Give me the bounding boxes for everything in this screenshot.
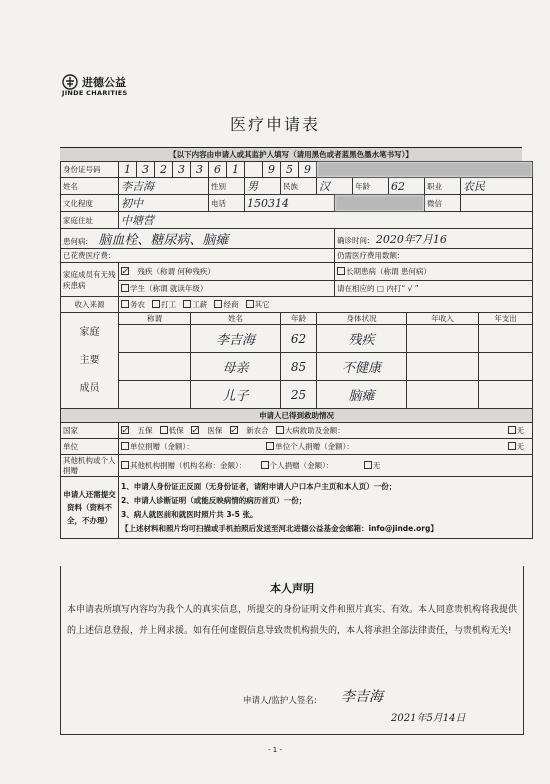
job-value: 农民 bbox=[461, 178, 533, 195]
wubao-label: 五保 bbox=[137, 426, 153, 435]
disease-row bbox=[61, 229, 335, 249]
chronic-option bbox=[335, 263, 533, 281]
dabing-label: 大病救助及金额： bbox=[284, 426, 345, 435]
signature-value: 李吉海 bbox=[341, 689, 383, 705]
disabled-label: 残疾（称谓 何种残疾） bbox=[137, 267, 215, 276]
jinde-logo-icon bbox=[62, 74, 78, 90]
form-instruction: 【以下内容由申请人或其监护人填写（请用黑色或者蓝黑色墨水笔书写）】 bbox=[60, 147, 522, 162]
id-digit: 9 bbox=[299, 162, 317, 178]
other-org-label: 其他机构或个人捐赠 bbox=[61, 455, 119, 477]
attach-list bbox=[119, 477, 533, 539]
id-digit: 1 bbox=[227, 162, 245, 178]
age-label: 年龄 bbox=[353, 178, 389, 195]
attach-label: 申请人还需提交资料（资料不全，不办理） bbox=[61, 477, 119, 539]
f-member-age: 62 bbox=[281, 325, 317, 353]
income-src-options bbox=[119, 297, 533, 313]
job-label: 职业 bbox=[425, 178, 461, 195]
disease-label: 患何病: bbox=[63, 237, 89, 246]
table-row bbox=[61, 381, 533, 409]
id-label: 身份证号码 bbox=[61, 162, 119, 178]
checkmark: ✓ bbox=[229, 426, 238, 436]
id-digit: 5 bbox=[281, 162, 299, 178]
checkbox[interactable] bbox=[160, 426, 168, 434]
ethnic-value: 汉 bbox=[317, 178, 353, 195]
f-member-name: 儿子 bbox=[191, 381, 281, 409]
id-digit: 3 bbox=[137, 162, 155, 178]
statement-box bbox=[60, 566, 524, 735]
income-src-label: 收入来源 bbox=[61, 297, 119, 313]
f-member-health: 脑瘫 bbox=[317, 381, 407, 409]
checkmark: ✓ bbox=[121, 267, 129, 277]
unit-none bbox=[508, 441, 525, 452]
gender-value: 男 bbox=[245, 178, 281, 195]
attach-item: 1、申请人身份证正反面（无身份证者，请附申请人户口本户主页和本人页）一份； bbox=[121, 481, 397, 491]
table-row bbox=[61, 353, 533, 381]
address-value: 中塘营 bbox=[119, 212, 533, 229]
name-label: 姓名 bbox=[61, 178, 119, 195]
checkbox[interactable] bbox=[121, 284, 129, 292]
checkbox[interactable] bbox=[276, 426, 284, 434]
checkbox[interactable] bbox=[266, 442, 274, 450]
table-row bbox=[61, 325, 533, 353]
none-label: 无 bbox=[516, 442, 525, 451]
phone-label: 电话 bbox=[209, 195, 245, 212]
checkbox[interactable] bbox=[183, 300, 191, 308]
student-label: 学生（称谓 就读年级） bbox=[130, 284, 208, 293]
id-digit: 6 bbox=[209, 162, 227, 178]
other-org-options bbox=[119, 455, 533, 477]
checkbox[interactable] bbox=[261, 461, 269, 469]
checkbox[interactable] bbox=[121, 442, 129, 450]
f-title-head: 称谓 bbox=[119, 313, 191, 325]
form-title: 医疗申请表 bbox=[229, 115, 320, 134]
signature-date: 2021年5月14日 bbox=[391, 713, 466, 724]
spent-label: 已花费医疗费: bbox=[61, 249, 335, 263]
address-label: 家庭住址 bbox=[61, 212, 119, 229]
family-ill-label: 家庭成员有无残疾患病 bbox=[61, 263, 119, 297]
attach-item: 2、申请人诊断证明（或能反映病情的病历首页）一份； bbox=[121, 495, 307, 505]
wechat-label: 微信 bbox=[425, 195, 461, 212]
f-income-head: 年收入 bbox=[407, 313, 479, 325]
tick-hint: 请在相应的 □ 内打“ √ ” bbox=[335, 281, 533, 297]
income-opt: 经商 bbox=[223, 300, 239, 309]
f-member-name: 母亲 bbox=[191, 353, 281, 381]
edu-value: 初中 bbox=[119, 195, 209, 212]
attach-item: 3、病人就医前和就医时照片共 3-5 张。 bbox=[121, 509, 258, 519]
checkbox[interactable] bbox=[246, 300, 254, 308]
age-value: 62 bbox=[389, 178, 425, 195]
disease-value: 脑血栓、糖尿病、脑瘫 bbox=[98, 233, 229, 248]
need-label: 仍需医疗费用数额: bbox=[335, 249, 533, 263]
income-opt: 务农 bbox=[130, 300, 145, 309]
person-don-label: 个人捐赠（金额）： bbox=[269, 461, 334, 470]
unit-options bbox=[119, 439, 533, 455]
logo-text-cn: 进德公益 bbox=[82, 76, 126, 89]
diag-time-row bbox=[335, 229, 533, 249]
f-age-head: 年龄 bbox=[281, 313, 317, 325]
checkbox[interactable] bbox=[121, 300, 129, 308]
f-member-age: 85 bbox=[281, 353, 317, 381]
ethnic-label: 民族 bbox=[281, 178, 317, 195]
yibao-label: 医保 bbox=[207, 426, 223, 435]
f-expense-head: 年支出 bbox=[479, 313, 533, 325]
id-digit: 1 bbox=[119, 162, 137, 178]
none-label: 无 bbox=[372, 461, 381, 470]
none-label: 无 bbox=[516, 426, 525, 435]
disabled-option bbox=[119, 263, 335, 281]
name-value: 李吉海 bbox=[119, 178, 209, 195]
id-redacted bbox=[317, 162, 533, 178]
checkmark: ✓ bbox=[190, 426, 199, 436]
page-number: - 1 - bbox=[268, 746, 282, 754]
gender-label: 性别 bbox=[209, 178, 245, 195]
checkmark: ✓ bbox=[121, 426, 129, 436]
f-member-name: 李吉海 bbox=[191, 325, 281, 353]
family-label: 家庭主要成员 bbox=[61, 313, 119, 409]
income-opt: 其它 bbox=[254, 300, 270, 309]
id-digit: 2 bbox=[155, 162, 173, 178]
checkbox[interactable] bbox=[364, 461, 372, 469]
statement-title: 本人声明 bbox=[270, 582, 314, 595]
id-digit: 3 bbox=[173, 162, 191, 178]
xnh-label: 新农合 bbox=[246, 426, 269, 435]
statement-body: 本申请表所填写内容均为我个人的真实信息，所提交的身份证明文件和照片真实、有效。本人同意贵机构将我提供的上述信息登报，并上网求援。如有任何虚假信息导致贵机构损失的，本人将承担全部法律责任，与贵机构无关! bbox=[67, 605, 518, 636]
phone-value: 150314 bbox=[245, 195, 335, 212]
f-name-head: 姓名 bbox=[191, 313, 281, 325]
f-member-age: 25 bbox=[281, 381, 317, 409]
logo-text-en: JINDE CHARITIES bbox=[62, 89, 128, 97]
unit-label: 单位 bbox=[61, 439, 119, 455]
info-table bbox=[60, 161, 533, 539]
id-digit: 3 bbox=[191, 162, 209, 178]
wechat-value bbox=[461, 195, 533, 212]
income-opt: 工薪 bbox=[192, 300, 208, 309]
nation-none bbox=[508, 425, 525, 436]
jinde-logo bbox=[62, 74, 128, 97]
unit-don-label: 单位捐赠（金额）： bbox=[130, 442, 194, 451]
phone-redacted bbox=[335, 195, 425, 212]
nation-label: 国家 bbox=[61, 423, 119, 439]
chronic-label: 长期患病（称谓 患何病） bbox=[346, 267, 431, 276]
checkbox[interactable] bbox=[214, 300, 222, 308]
edu-label: 文化程度 bbox=[61, 195, 119, 212]
personal-unit-don-label: 单位个人捐赠（金额）： bbox=[275, 442, 354, 451]
checkbox[interactable] bbox=[508, 442, 516, 450]
f-member-health: 不健康 bbox=[317, 353, 407, 381]
f-health-head: 身体状况 bbox=[317, 313, 407, 325]
student-option bbox=[119, 281, 335, 297]
checkbox[interactable] bbox=[337, 267, 345, 275]
income-opt: 打工 bbox=[161, 300, 177, 309]
checkbox[interactable] bbox=[121, 461, 129, 469]
signature-label: 申请人/监护人签名: bbox=[243, 696, 317, 706]
checkbox[interactable] bbox=[152, 300, 160, 308]
id-digit bbox=[245, 162, 263, 178]
id-digit: 9 bbox=[263, 162, 281, 178]
f-member-health: 残疾 bbox=[317, 325, 407, 353]
diag-time-label: 确诊时间: bbox=[337, 235, 370, 245]
diag-time-value: 2020年7月16 bbox=[375, 232, 447, 246]
org-don-label: 其他机构捐赠（机构名称：金额）： bbox=[130, 461, 247, 470]
checkbox[interactable] bbox=[508, 426, 516, 434]
aid-header: 申请人已得到救助情况 bbox=[61, 409, 533, 423]
attach-item: 【上述材料和照片均可扫描或手机拍照后发送至河北进德公益基金会邮箱：info@jinde.org】 bbox=[121, 523, 438, 533]
dibao-label: 低保 bbox=[168, 426, 184, 435]
nation-options bbox=[119, 423, 533, 439]
